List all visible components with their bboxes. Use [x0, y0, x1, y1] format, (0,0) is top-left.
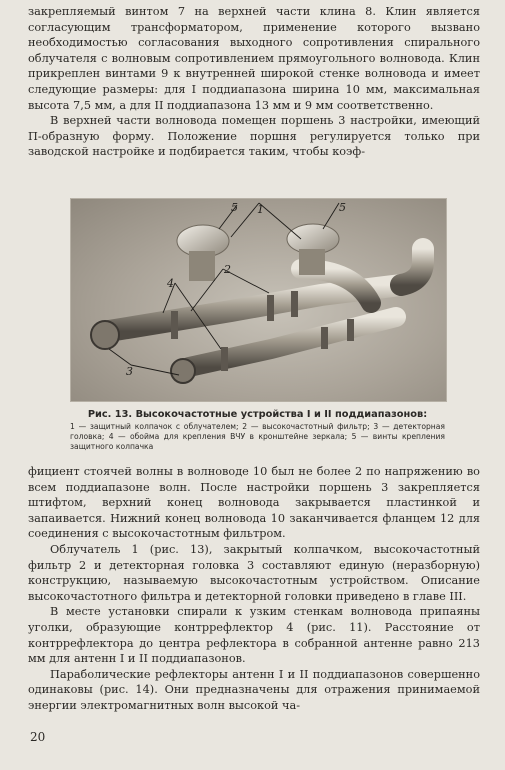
detector-head-2 — [171, 359, 195, 383]
paragraph-parabolic — [28, 667, 480, 714]
paragraph-counter-reflector — [28, 604, 480, 666]
detector-head-1 — [91, 321, 119, 349]
paragraph-feed — [28, 542, 480, 604]
caption-legend: 1 — защитный колпачок с облучателем; 2 — высокочастотный фильтр; 3 — детекторная головка; 4 — обойма для крепления ВЧУ в кронштейне зеркала; 5 — винты крепления защитного колпачка — [70, 422, 445, 451]
figure-caption — [70, 408, 445, 452]
figure-label-5b: 5 — [339, 201, 346, 214]
paragraph-counter-reflector-text: В месте установки спирали к узким стенкам волновода припаяны уголки, образующие контррефлектор 4 (рис. 11). Расстояние от контррефлектора до центра рефлектора в собранной антенне равно 213 мм для антенн I и II поддиапазонов. — [28, 605, 480, 666]
paragraph-parabolic-text: Параболические рефлекторы антенн I и II поддиапазонов совершенно одинаковы (рис. 14). Они предназначены для отражения принимаемой энергии электромагнитных волн высокой ча- — [28, 667, 480, 712]
top-text-block — [28, 4, 480, 160]
paragraph-piston-text: В верхней части волновода помещен поршень 3 настройки, имеющий П-образную форму. Положение поршня регулируется только при заводской настройке и подбирается таким, чтобы коэф- — [28, 114, 480, 159]
paragraph-piston — [28, 113, 480, 160]
bottom-text-block — [28, 464, 480, 714]
page-number: 20 — [30, 730, 46, 744]
caption-title: Рис. 13. Высокочастотные устройства I и II поддиапазонов: — [87, 409, 428, 420]
paragraph-swr: фициент стоячей волны в волноводе 10 был не более 2 по напряжению во всем поддиапазоне волн. После настройки поршень 3 закрепляется штифтом, верхний конец волновода закрывается пластинкой и запаивается. Нижний конец волновода 10 заканчивается фланцем 12 для соединения с высокочастотным фильтром. — [28, 465, 480, 541]
figure-label-1: 1 — [257, 203, 264, 216]
figure-label-2: 2 — [224, 263, 231, 276]
figure-label-4: 4 — [167, 277, 174, 290]
hf-devices-illustration — [71, 199, 446, 401]
figure-label-5a: 5 — [231, 201, 238, 214]
waveguide-long-bend — [401, 249, 423, 285]
waveguide-short — [189, 317, 396, 367]
figure-label-3: 3 — [126, 365, 133, 378]
paragraph-continuation: закрепляемый винтом 7 на верхней части клина 8. Клин является согласующим трансформатором, применение которого вызвано необходимостью согласования выходного сопротивления спирального облучателя с волновым сопротивлением прямоугольного волновода. Клин прикреплен винтами 9 к внутренней широкой стенке волновода и имеет следующие размеры: для I поддиапазона ширина 10 мм, максимальная высота 7,5 мм, а для II поддиапазона 13 мм и 9 мм соответственно. — [28, 5, 480, 112]
figure-photo-hf-devices — [70, 198, 447, 402]
paragraph-feed-text: Облучатель 1 (рис. 13), закрытый колпачком, высокочастотный фильтр 2 и детекторная головка 3 составляют единую (неразборную) конструкцию, называемую высокочастотным устройством. Описание высокочастотного фильтра и детекторной головки приведено в главе III. — [28, 542, 480, 603]
